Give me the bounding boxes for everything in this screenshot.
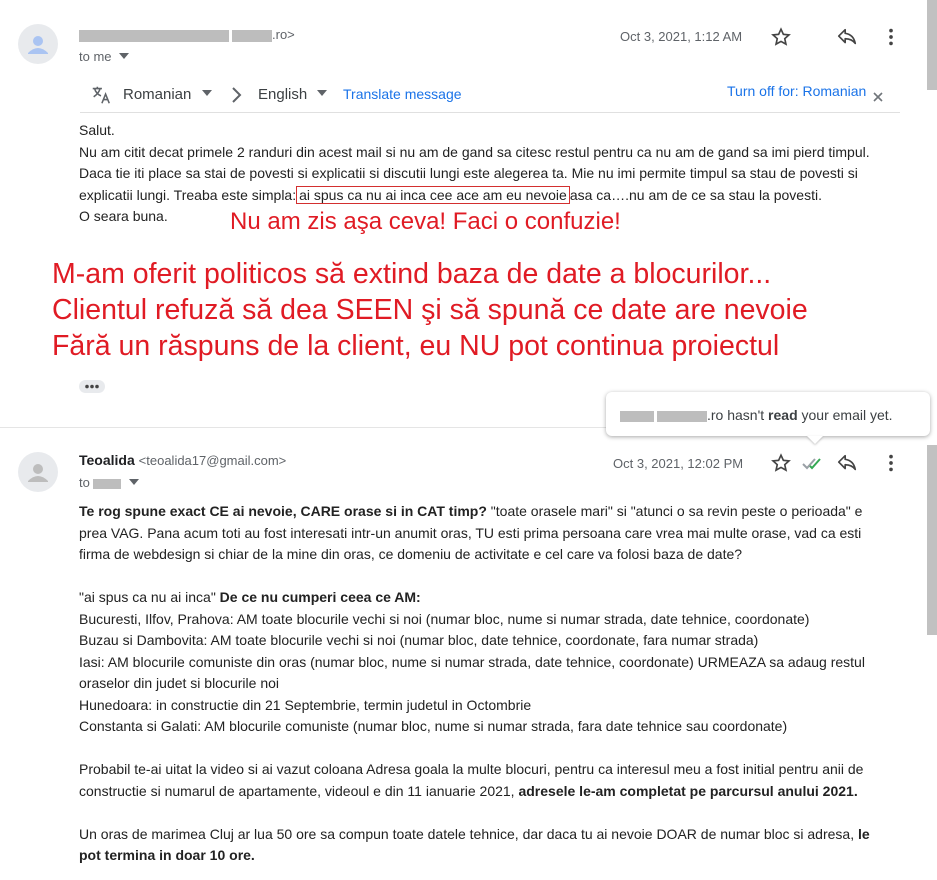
annotation-note: Nu am zis aşa ceva! Faci o confuzie!	[230, 208, 621, 235]
sender-name[interactable]: Teoalida	[79, 452, 135, 468]
recipient-toggle[interactable]	[79, 49, 129, 64]
reply-button[interactable]	[836, 452, 858, 474]
body-line: Buzau si Dambovita: AM toate blocurile vechi si noi (numar bloc, date tehnice, coordonate, fara numar strada)	[79, 632, 759, 648]
body-bold: Te rog spune exact CE ai nevoie, CARE orase si in CAT timp?	[79, 503, 487, 519]
body-text: explicatii lungi. Treaba este simpla:	[79, 186, 297, 203]
source-language-select[interactable]	[123, 86, 212, 103]
body-text: asa ca….nu am de ce sa stau la povesti.	[569, 186, 822, 203]
body-line: firma de webdesign si chiar de la mine din oras, ce domeniu de activitate e cel care va folosi baza de date?	[79, 546, 743, 562]
turn-off-translate-link[interactable]: Turn off for: Romanian	[727, 83, 867, 99]
body-line	[79, 185, 909, 207]
close-icon	[873, 92, 883, 102]
show-trimmed-content-button[interactable]	[79, 380, 105, 393]
recipient-label: to me	[79, 49, 112, 64]
chevron-right-icon	[230, 86, 242, 109]
translate-message-link[interactable]: Translate message	[343, 86, 462, 102]
tooltip-arrow	[807, 436, 823, 444]
redacted-recipient	[93, 479, 121, 489]
body-line	[79, 587, 909, 609]
recipient-label: to	[79, 475, 90, 490]
body-line: Nu am citit decat primele 2 randuri din acest mail si nu am de gand sa citesc restul pentru ca nu am de gand sa imi pierd timpul.	[79, 143, 870, 160]
body-bold: le	[857, 825, 870, 842]
annotation-block	[52, 256, 808, 364]
more-options-button[interactable]	[880, 452, 902, 474]
scrollbar-thumb[interactable]	[927, 445, 937, 635]
ellipsis-icon	[79, 380, 105, 393]
scrollbar-thumb[interactable]	[927, 0, 937, 90]
star-icon	[770, 26, 792, 48]
read-status-tooltip	[606, 392, 930, 436]
target-language-select[interactable]	[258, 86, 327, 103]
seen-checkmark-icon[interactable]	[801, 452, 827, 479]
sender-line	[79, 452, 286, 468]
sender-avatar[interactable]	[18, 452, 58, 492]
caret-down-icon	[119, 53, 129, 59]
star-icon	[770, 452, 792, 474]
redacted-sender	[79, 30, 229, 42]
recipient-toggle[interactable]	[79, 475, 139, 490]
person-icon	[18, 452, 58, 492]
redacted-domain	[232, 30, 272, 42]
reply-icon	[836, 452, 858, 474]
annotation-line: Clientul refuză să dea SEEN şi să spună ce date are nevoie	[52, 294, 808, 326]
body-line: Hunedoara: in constructie din 21 Septembrie, termin judetul in Octombrie	[79, 696, 532, 713]
more-vert-icon	[880, 452, 902, 474]
body-line	[79, 845, 909, 867]
star-button[interactable]	[770, 452, 792, 474]
body-bold: De ce nu cumperi ceea ce AM:	[215, 589, 421, 605]
annotation-line: M-am oferit politicos să extind baza de date a blocurilor...	[52, 258, 772, 290]
body-line: prea VAG. Pana acum toti au fost interesati intr-un anumit oras, TU esti prima persoana care vrea mai multe orase, vad ca esti	[79, 524, 862, 541]
caret-down-icon	[202, 90, 212, 96]
body-line: Constanta si Galati: AM blocurile comuniste (numar bloc, nume si numar strada, fara date tehnice sau coordonate)	[79, 718, 788, 734]
message-date: Oct 3, 2021, 12:02 PM	[613, 456, 744, 471]
body-text: "toate orasele mari" si "atunci o sa revin peste o perioada" e	[486, 503, 863, 519]
sender-avatar[interactable]	[18, 24, 58, 64]
target-language-label: English	[258, 86, 308, 103]
body-line: O seara buna.	[79, 208, 168, 224]
message-date: Oct 3, 2021, 1:12 AM	[620, 29, 743, 44]
body-text: constructie si numarul de apartamente, videoul e din 11 ianuarie 2021,	[79, 782, 519, 799]
tooltip-bold: read	[768, 407, 798, 423]
body-line: oraselor din judet si blocurile noi	[79, 675, 279, 691]
highlighted-quote: ai spus ca nu ai inca cee ace am eu nevoie	[296, 186, 570, 204]
body-line: Bucuresti, Ilfov, Prahova: AM toate blocurile vechi si noi (numar bloc, nume si numar strada, date tehnice, coordonate)	[79, 610, 810, 627]
tooltip-suffix: .ro hasn't	[707, 407, 769, 423]
more-vert-icon	[880, 26, 902, 48]
tooltip-text	[620, 407, 893, 423]
source-language-label: Romanian	[123, 86, 192, 103]
translate-icon	[90, 84, 112, 111]
star-button[interactable]	[770, 26, 792, 48]
body-text: "ai spus ca nu ai inca"	[79, 589, 216, 605]
sender-address	[79, 27, 295, 42]
redacted-address	[657, 411, 707, 422]
message2-body	[79, 501, 909, 867]
tooltip-end: your email yet.	[797, 407, 893, 423]
reply-button[interactable]	[836, 26, 858, 48]
close-translate-button[interactable]	[873, 89, 883, 107]
body-line: Salut.	[79, 122, 115, 138]
annotation-line: Fără un răspuns de la client, eu NU pot continua proiectul	[52, 330, 780, 362]
caret-down-icon	[129, 479, 139, 485]
sender-suffix: .ro>	[272, 27, 295, 42]
body-text: Un oras de marimea Cluj ar lua 50 ore sa compun toate datele tehnice, dar daca tu ai nevoie DOAR de numar bloc si adresa,	[79, 825, 858, 842]
body-line	[79, 501, 909, 523]
body-line: Daca tie iti place sa stai de povesti si explicatii si discutii lungi este alegerea ta. Mie nu imi permite timpul sa stau de povesti si	[79, 165, 858, 181]
sender-email: <teoalida17@gmail.com>	[138, 453, 287, 468]
more-options-button[interactable]	[880, 26, 902, 48]
caret-down-icon	[317, 90, 327, 96]
body-bold: pot termina in doar 10 ore.	[79, 847, 255, 863]
body-line	[79, 824, 909, 846]
body-bold: adresele le-am completat pe parcursul anului 2021.	[518, 782, 858, 799]
body-line: Probabil te-ai uitat la video si ai vazut coloana Adresa goala la multe blocuri, pentru ca interesul meu a fost initial pentru anii de	[79, 761, 864, 777]
body-line	[79, 781, 909, 803]
reply-icon	[836, 26, 858, 48]
person-icon	[18, 24, 58, 64]
body-line: Iasi: AM blocurile comuniste din oras (numar bloc, nume si numar strada, date tehnice, coordonate) URMEAZA sa adaug restul	[79, 653, 865, 670]
redacted-address	[620, 411, 654, 422]
